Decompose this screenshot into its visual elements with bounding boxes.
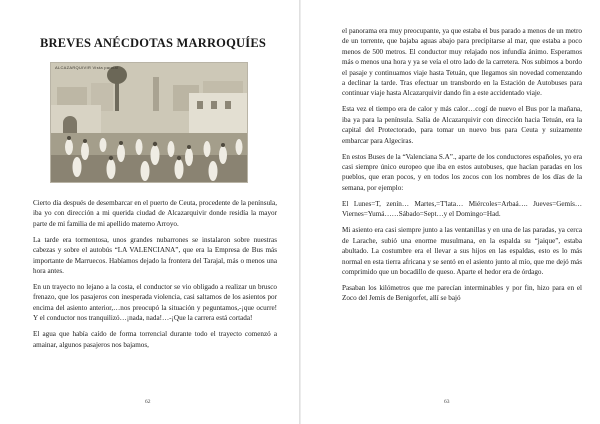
page-number: 62	[145, 399, 151, 405]
left-page	[0, 0, 299, 424]
right-body-text	[342, 26, 582, 309]
paragraph: el panorama era muy preocupante, ya que estaba el bus parado a menos de un metro de un torrente, que bajaba aguas abajo para precipitarse al mar, que estaba a poco menos de 500 metros. El conductor muy relajado nos infundía ánimo. Esperamos más o menos una hora y ya se veía el otro lado de la carretera. Nos subimos a bordo el pasaje y continuamos viaje hasta Tetuán, que llegamos sin novedad comenzando a declinar la tarde. Tras efectuar un transbordo en la Estación de Autobuses para continuar viaje hasta Alcazarquivir dando fin a este accidentado viaje.	[342, 27, 582, 98]
historic-photo	[50, 62, 248, 183]
chapter-title: BREVES ANÉCDOTAS MARROQUÍES	[39, 36, 267, 50]
paragraph: En un trayecto no lejano a la costa, el conductor se vio obligado a realizar un brusco frenazo, que los pasajeros con inesperada violencia, casi saltamos de los asientos por encima del asiento anterior,…nos preocupó la situación y peguntamos,-¡que ocurre! Y el conductor nos tranquilizó…¡nada, nada!…-¡Que la carrera está cortada!	[33, 283, 277, 323]
left-body-text	[33, 198, 277, 356]
right-page	[301, 0, 600, 424]
page-number: 63	[444, 399, 450, 405]
paragraph: El Lunes=T, zenín… Martes,=T'lata… Miércoles=Arbaá…. Jueves=Gemís… Viernes=Yumá……Sábado=Sept…y el Domingo=Had.	[342, 199, 582, 219]
photo-caption: ALCAZARQUIVIR Vista parcial	[55, 65, 119, 70]
paragraph: El agua que había caído de forma torrencial durante todo el trayecto comenzó a amainar, algunos pasajeros nos bajamos,	[33, 330, 277, 349]
paragraph: Pasaban los kilómetros que me parecían interminables y por fin, hizo para en el Zoco del Jemís de Benigorfet, allí se bajó	[342, 283, 582, 303]
paragraph: La tarde era tormentosa, unos grandes nubarrones se instalaron sobre nuestras cabezas y sobre el autobús “LA VALENCIANA”, que era la Empresa de Bus más importante de Marruecos. Habíamos dejado la frontera del Tarajal, más o menos una hora antes.	[33, 235, 277, 276]
paragraph: En estos Buses de la “Valenciana S.A”., aparte de los conductores españoles, yo era casi siempre único europeo que iba en estos autobuses, que hacían paradas en los pueblos, que eran pocos, y en todos los zocos con los nombres de los días de la semana, por ejemplo:	[342, 152, 582, 192]
paragraph: Mi asiento era casi siempre junto a las ventanillas y en una de las paradas, ya cerca de Larache, subió una enorme musulmana, en la espalda su “jaique”, estaba abultado. La costumbre era el llevar a sus hijos en las espaldas, esto es lo más normal en esta tierra africana y se sentó en el asiento junto al mío, que me dejó más comprimido que un bocadillo de queso. Aparte el hedor era de órdago.	[342, 226, 582, 276]
paragraph: Cierto día después de desembarcar en el puerto de Ceuta, procedente de la península, iba yo con dirección a mi querida ciudad de Alcazarquivir donde residía la mayor parte de mi familia de mi apellido materno Arroyo.	[33, 199, 277, 228]
paragraph: Esta vez el tiempo era de calor y más calor…cogí de nuevo el Bus por la mañana, iba ya para la península. Salía de Alcazarquivir con dirección hacia Tetuán, era la capital del Protectorado, para tomar un nuevo bus para Ceuta y suizamente embarcar para Algeciras.	[342, 105, 582, 145]
street-scene-illustration	[51, 63, 247, 182]
